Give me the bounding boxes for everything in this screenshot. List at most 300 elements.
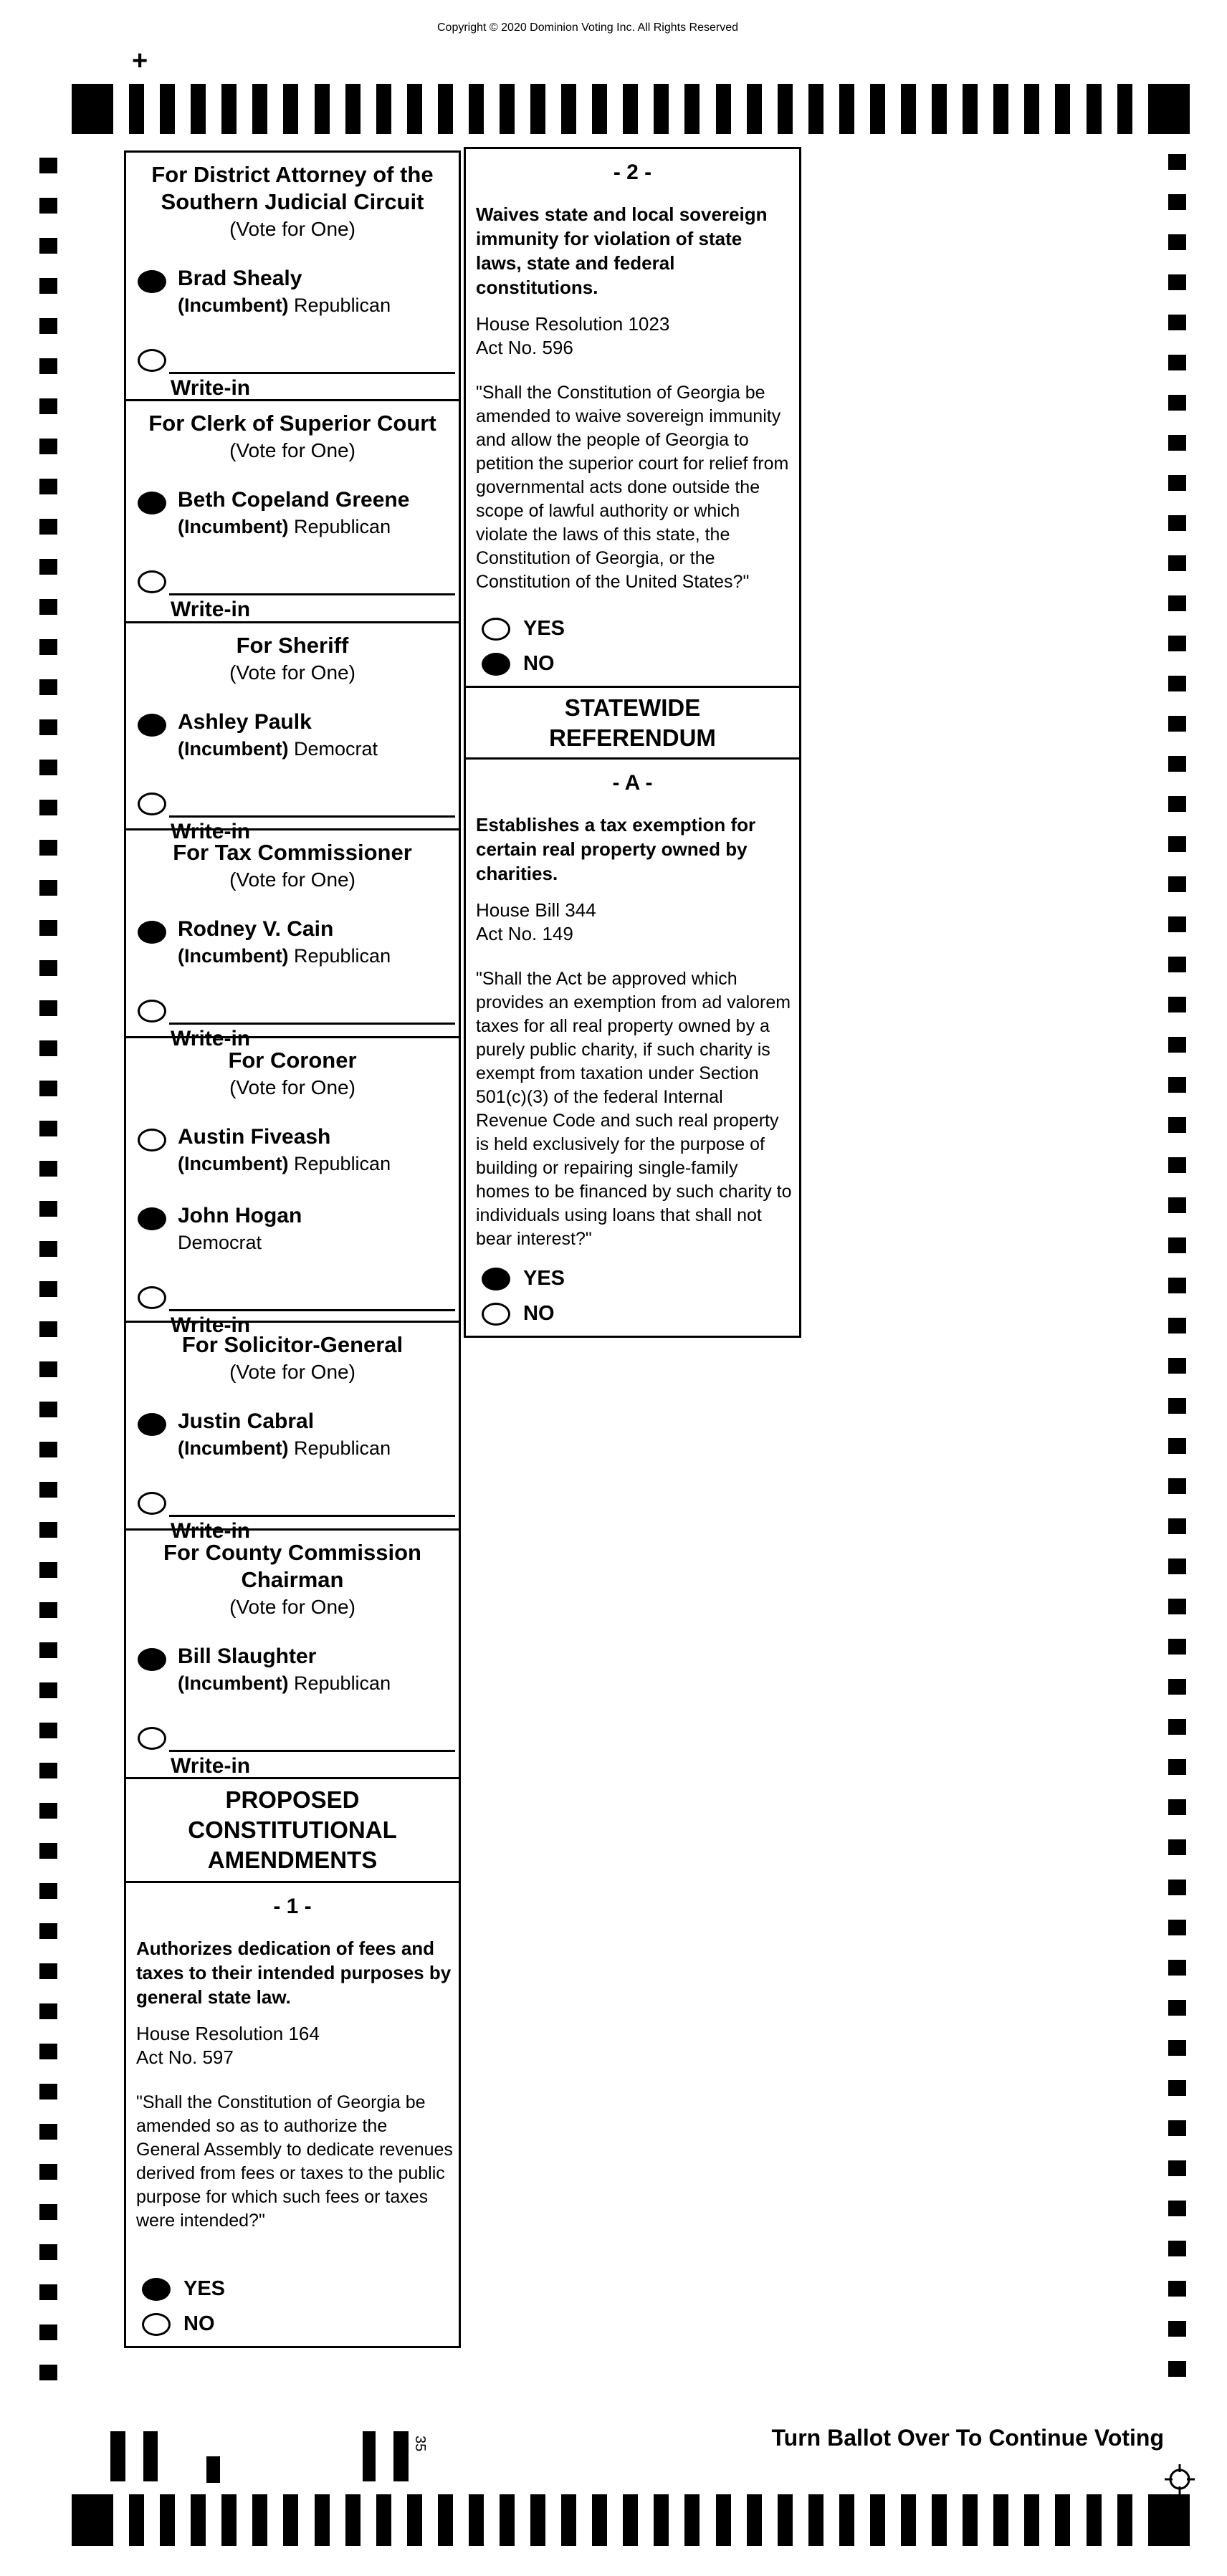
timing-mark [1148, 2494, 1190, 2546]
timing-mark [1168, 2160, 1186, 2176]
candidate-name: Justin Cabral [178, 1409, 315, 1433]
timing-mark [1168, 2201, 1186, 2216]
measure-a [464, 757, 801, 1338]
ballot-oval-empty[interactable] [138, 570, 166, 593]
timing-mark [1168, 515, 1186, 531]
timing-mark [1168, 2120, 1186, 2136]
timing-mark [376, 2494, 391, 2546]
measure-2 [464, 147, 801, 688]
ballot-oval-empty[interactable] [138, 1727, 166, 1750]
choice-no [466, 1302, 799, 1326]
section-header-text: AMENDMENTS [207, 1847, 378, 1873]
ballot-oval-filled[interactable] [138, 1413, 166, 1436]
timing-mark [684, 84, 700, 134]
timing-mark [39, 760, 57, 775]
candidate-name: John Hogan [178, 1204, 302, 1227]
timing-mark [1168, 1318, 1186, 1334]
timing-mark [1168, 194, 1186, 210]
timing-mark [39, 1442, 57, 1457]
contest-for-clerk-of-superior-court [124, 399, 461, 623]
measure-number: - A - [612, 771, 653, 795]
timing-mark [1168, 2241, 1186, 2256]
timing-mark [1168, 475, 1186, 491]
timing-mark [39, 1963, 57, 1979]
write-in-label: Write-in [171, 376, 251, 400]
timing-mark [1168, 1197, 1186, 1213]
timing-mark [870, 2494, 885, 2546]
candidate-name: Ashley Paulk [178, 710, 312, 734]
contest-for-sheriff [124, 621, 461, 843]
ballot-oval-filled[interactable] [482, 1268, 510, 1291]
choice-yes [466, 617, 799, 641]
contest-for-district-attorney-of-the [124, 150, 461, 401]
timing-mark [39, 1281, 57, 1297]
choice-no [466, 652, 799, 676]
candidate-party: (Incumbent) Republican [178, 295, 391, 316]
timing-mark [963, 84, 978, 134]
ballot-oval-empty[interactable] [138, 1000, 166, 1023]
timing-mark [1168, 1719, 1186, 1735]
timing-mark [39, 599, 57, 615]
barcode-bar [206, 2456, 220, 2483]
timing-mark [39, 1883, 57, 1899]
choice-label: YES [523, 1267, 565, 1290]
vote-for-one-label: (Vote for One) [229, 218, 355, 240]
timing-mark [39, 2284, 57, 2300]
blank-option [126, 1488, 459, 1515]
timing-mark [1168, 1398, 1186, 1414]
timing-mark [39, 439, 57, 454]
contest-title: For Sheriff [236, 633, 349, 658]
timing-mark [1168, 315, 1186, 330]
choice-no [126, 2312, 459, 2336]
timing-mark [963, 2494, 978, 2546]
vote-for-one-label: (Vote for One) [229, 868, 355, 891]
timing-mark [1087, 84, 1102, 134]
timing-mark [283, 84, 298, 134]
candidate-name: Beth Copeland Greene [178, 488, 410, 512]
blank-option [126, 1723, 459, 1750]
ballot-oval-empty[interactable] [138, 1286, 166, 1309]
measure-question: "Shall the Constitution of Georgia be amended so as to authorize the General Assembly to dedicate revenues derived from fees or taxes to the public purpose for which such fees or taxes were intended?" [136, 2092, 453, 2231]
timing-mark [39, 2365, 57, 2380]
timing-mark [1168, 636, 1186, 651]
timing-mark [747, 2494, 762, 2546]
timing-mark [500, 84, 515, 134]
blank-option [126, 567, 459, 593]
section-header-text: REFERENDUM [549, 724, 716, 751]
timing-mark [129, 2494, 144, 2546]
timing-mark [39, 1121, 57, 1136]
measure-question: "Shall the Constitution of Georgia be amended to waive sovereign immunity and allow the people of Georgia to petition the superior court for relief from governmental acts done outside the scope of lawful authority or which violate the laws of this state, the Constitution of Georgia, or the Constitution of the United States?" [476, 383, 789, 592]
candidate-text [178, 1125, 391, 1175]
timing-mark [191, 84, 206, 134]
timing-mark [191, 2494, 206, 2546]
measure-1 [124, 1881, 461, 2348]
timing-mark [438, 84, 453, 134]
timing-mark [39, 719, 57, 735]
ballot-oval-empty[interactable] [138, 1492, 166, 1515]
candidate-text [178, 1204, 302, 1254]
choice-label: NO [523, 652, 555, 675]
candidate-option [126, 917, 459, 967]
timing-mark [1168, 1639, 1186, 1655]
timing-mark [1055, 84, 1070, 134]
candidate-option [126, 710, 459, 760]
timing-mark [39, 519, 57, 535]
candidate-text [178, 1409, 391, 1460]
timing-mark [39, 960, 57, 976]
write-in-label: Write-in [171, 820, 251, 843]
timing-mark [1168, 796, 1186, 812]
timing-mark [39, 1321, 57, 1337]
blank-option [126, 345, 459, 372]
timing-mark [1024, 84, 1039, 134]
timing-mark [39, 278, 57, 294]
timing-mark [1168, 2040, 1186, 2056]
timing-mark [1168, 1358, 1186, 1374]
timing-mark [39, 198, 57, 214]
timing-mark [39, 1081, 57, 1096]
timing-mark [1168, 836, 1186, 852]
barcode-bar [393, 2431, 409, 2481]
timing-mark [1168, 435, 1186, 451]
section-header-text: PROPOSED [225, 1786, 360, 1813]
write-in-label: Write-in [171, 1027, 251, 1050]
candidate-party: (Incumbent) Democrat [178, 738, 378, 760]
vote-for-one-label: (Vote for One) [229, 661, 355, 684]
timing-mark [1168, 154, 1186, 170]
turn-ballot-over-text: Turn Ballot Over To Continue Voting [771, 2425, 1164, 2451]
contest-for-solicitor-general [124, 1321, 461, 1543]
timing-mark [1168, 1438, 1186, 1454]
ballot-oval-filled[interactable] [138, 1648, 166, 1671]
write-in-line[interactable] [169, 372, 455, 406]
timing-mark [1168, 676, 1186, 691]
timing-mark [39, 1682, 57, 1698]
candidate-name: Austin Fiveash [178, 1125, 331, 1149]
timing-mark [1168, 1880, 1186, 1895]
timing-mark [39, 840, 57, 856]
candidate-option [126, 1409, 459, 1460]
timing-mark [39, 2044, 57, 2059]
timing-mark [561, 2494, 576, 2546]
candidate-text [178, 267, 391, 317]
candidate-text [178, 917, 391, 967]
ballot-oval-empty[interactable] [142, 2313, 171, 2336]
timing-mark [160, 2494, 175, 2546]
contest-title: For Solicitor-General [181, 1332, 404, 1357]
timing-mark [1168, 595, 1186, 611]
timing-mark [1168, 274, 1186, 290]
timing-mark [1168, 1117, 1186, 1133]
timing-mark [407, 2494, 422, 2546]
timing-mark [39, 1000, 57, 1016]
timing-mark [39, 2124, 57, 2140]
timing-mark [469, 2494, 484, 2546]
ballot-oval-filled[interactable] [138, 492, 166, 514]
candidate-option [126, 1125, 459, 1175]
timing-mark [39, 1040, 57, 1056]
copyright-text: Copyright © 2020 Dominion Voting Inc. All Rights Reserved [436, 21, 738, 34]
contest-title: For Coroner [228, 1048, 357, 1073]
timing-mark [1117, 2494, 1132, 2546]
timing-mark [1168, 756, 1186, 772]
ballot-oval-empty[interactable] [482, 1303, 510, 1326]
measure-question: "Shall the Act be approved which provides an exemption from ad valorem taxes for all real property owned by a purely public charity, if such charity is exempt from taxation under Section 501(c)(3) of the federal Internal Revenue Code and such real property is held exclusively for the purpose of building or repairing single-family homes to be financed by such charity to individuals using loans that shall not bear interest?" [476, 969, 792, 1249]
measure-number: - 1 - [273, 1895, 312, 1918]
timing-mark [345, 84, 361, 134]
candidate-party: (Incumbent) Republican [178, 1153, 391, 1174]
timing-mark [283, 2494, 298, 2546]
timing-mark [315, 84, 330, 134]
timing-mark [530, 2494, 545, 2546]
timing-mark [39, 479, 57, 494]
timing-mark [993, 84, 1008, 134]
timing-mark [221, 2494, 237, 2546]
candidate-name: Rodney V. Cain [178, 917, 334, 941]
timing-mark [1168, 2321, 1186, 2337]
timing-mark [1168, 2080, 1186, 2096]
timing-mark [39, 2164, 57, 2180]
candidate-name: Brad Shealy [178, 267, 302, 290]
ballot-oval-filled[interactable] [138, 1207, 166, 1230]
timing-mark [1168, 716, 1186, 732]
timing-mark [438, 2494, 453, 2546]
timing-mark [1117, 84, 1132, 134]
contest-for-coroner [124, 1036, 461, 1337]
ballot-oval-filled[interactable] [482, 653, 510, 676]
timing-mark [1168, 1157, 1186, 1173]
timing-mark [39, 639, 57, 655]
section-header [464, 686, 801, 760]
timing-mark [39, 1161, 57, 1177]
timing-mark [808, 84, 823, 134]
timing-mark [469, 84, 484, 134]
timing-mark [932, 2494, 947, 2546]
ballot-column-right [464, 147, 801, 1338]
measure-choices [466, 1251, 799, 1336]
candidate-option [126, 1204, 459, 1254]
timing-mark [1168, 997, 1186, 1012]
candidate-party: (Incumbent) Republican [178, 945, 391, 967]
timing-mark [716, 84, 731, 134]
section-header-text: CONSTITUTIONAL [188, 1816, 397, 1843]
measure-reference: House Bill 344 Act No. 149 [476, 899, 596, 944]
section-header-text: STATEWIDE [564, 694, 701, 721]
timing-mark [160, 84, 175, 134]
vote-for-one-label: (Vote for One) [229, 439, 355, 461]
contest-for-county-commission [124, 1528, 461, 1779]
timing-mark [39, 2324, 57, 2340]
ballot-oval-empty[interactable] [138, 349, 166, 372]
timing-mark [39, 1241, 57, 1257]
contest-title: For Tax Commissioner [173, 840, 412, 865]
choice-yes [466, 1267, 799, 1291]
timing-mark [39, 398, 57, 414]
timing-mark [39, 1843, 57, 1859]
timing-mark [39, 1482, 57, 1498]
timing-mark [39, 880, 57, 896]
timing-mark [500, 2494, 515, 2546]
blank-option [126, 996, 459, 1023]
timing-mark [1168, 1759, 1186, 1775]
timing-mark [376, 84, 391, 134]
timing-mark [39, 1642, 57, 1658]
ballot-oval-empty[interactable] [138, 1129, 166, 1151]
timing-mark-row-bottom [72, 2494, 1190, 2546]
ballot-oval-filled[interactable] [138, 921, 166, 944]
timing-mark [530, 84, 545, 134]
choice-label: NO [523, 1302, 555, 1325]
ballot-oval-filled[interactable] [142, 2278, 171, 2301]
timing-mark [592, 2494, 607, 2546]
candidate-text [178, 1644, 391, 1695]
timing-mark [1168, 355, 1186, 370]
ballot-oval-empty[interactable] [138, 793, 166, 815]
choice-label: YES [183, 2277, 226, 2300]
timing-mark [1168, 1518, 1186, 1534]
timing-mark [39, 1361, 57, 1377]
barcode-label: 35 [412, 2436, 428, 2452]
timing-mark [993, 2494, 1008, 2546]
registration-plus-icon: + [132, 46, 148, 76]
candidate-text [178, 488, 409, 538]
timing-mark [1168, 1599, 1186, 1614]
timing-mark [39, 238, 57, 254]
measure-summary: Waives state and local sovereign immunity for violation of state laws, state and federal constitutions. [476, 204, 768, 298]
contest-title: For County Commission Chairman [163, 1540, 421, 1592]
measure-choices [126, 2261, 459, 2346]
timing-mark [39, 158, 57, 173]
measure-summary: Establishes a tax exemption for certain real property owned by charities. [476, 814, 756, 884]
timing-mark [129, 84, 144, 134]
timing-mark [1024, 2494, 1039, 2546]
timing-mark [1168, 1478, 1186, 1494]
timing-mark [252, 84, 267, 134]
ballot-oval-filled[interactable] [138, 714, 166, 737]
candidate-name: Bill Slaughter [178, 1644, 317, 1668]
write-in-line[interactable] [169, 593, 455, 628]
timing-mark [684, 2494, 700, 2546]
section-header [124, 1777, 461, 1883]
timing-mark-row-top [72, 84, 1190, 134]
timing-mark [39, 2003, 57, 2019]
timing-mark [747, 84, 762, 134]
ballot-column-left [124, 150, 461, 2348]
candidate-option [126, 267, 459, 317]
timing-mark [1168, 1278, 1186, 1293]
timing-mark [221, 84, 237, 134]
blank-option [126, 1283, 459, 1309]
timing-mark [1148, 84, 1190, 134]
timing-mark [39, 679, 57, 695]
timing-mark [808, 2494, 823, 2546]
timing-mark [1168, 1558, 1186, 1574]
timing-mark [1168, 1799, 1186, 1815]
ballot-oval-filled[interactable] [138, 270, 166, 293]
timing-mark [1055, 2494, 1070, 2546]
measure-summary: Authorizes dedication of fees and taxes to their intended purposes by general state law. [136, 1938, 452, 2008]
write-in-label: Write-in [171, 1754, 251, 1778]
timing-mark [39, 358, 57, 374]
candidate-text [178, 710, 378, 760]
timing-mark [315, 2494, 330, 2546]
timing-mark [252, 2494, 267, 2546]
timing-mark [39, 2244, 57, 2260]
timing-mark [901, 2494, 916, 2546]
timing-mark [72, 2494, 113, 2546]
timing-mark [72, 84, 113, 134]
timing-mark [654, 2494, 669, 2546]
timing-mark [716, 2494, 731, 2546]
timing-mark [39, 1201, 57, 1217]
measure-reference: House Resolution 164 Act No. 597 [136, 2023, 320, 2068]
timing-mark [839, 84, 854, 134]
candidate-party: (Incumbent) Republican [178, 1437, 391, 1459]
timing-mark [1168, 2000, 1186, 2016]
measure-reference: House Resolution 1023 Act No. 596 [476, 313, 670, 358]
candidate-option [126, 488, 459, 538]
timing-mark [39, 1923, 57, 1939]
registration-crosshair-icon [1162, 2462, 1197, 2496]
timing-mark [39, 318, 57, 334]
timing-mark [1168, 1679, 1186, 1695]
timing-mark [870, 84, 885, 134]
timing-mark [39, 559, 57, 575]
timing-mark [778, 2494, 793, 2546]
timing-mark [1087, 2494, 1102, 2546]
vote-for-one-label: (Vote for One) [229, 1596, 355, 1618]
timing-mark [39, 1803, 57, 1819]
barcode-bar [363, 2431, 376, 2481]
candidate-party: Democrat [178, 1232, 262, 1253]
timing-mark [623, 84, 638, 134]
choice-label: NO [183, 2312, 215, 2335]
barcode-bar [143, 2431, 158, 2481]
timing-mark [1168, 1037, 1186, 1053]
timing-mark [407, 84, 422, 134]
blank-option [126, 789, 459, 815]
timing-mark [932, 84, 947, 134]
timing-mark [1168, 395, 1186, 411]
contest-for-tax-commissioner [124, 828, 461, 1050]
timing-mark [39, 1602, 57, 1618]
timing-mark [39, 2084, 57, 2099]
timing-mark [1168, 957, 1186, 972]
timing-mark [1168, 234, 1186, 250]
write-in-label: Write-in [171, 1519, 251, 1543]
timing-mark [1168, 1960, 1186, 1976]
timing-mark [1168, 1237, 1186, 1253]
ballot-oval-empty[interactable] [482, 618, 510, 641]
barcode-bar [110, 2431, 125, 2481]
write-in-label: Write-in [171, 598, 251, 621]
timing-mark [1168, 2361, 1186, 2377]
timing-mark [39, 920, 57, 936]
timing-mark [39, 800, 57, 815]
timing-mark [1168, 2281, 1186, 2297]
timing-mark [1168, 1077, 1186, 1093]
choice-yes [126, 2277, 459, 2301]
timing-mark [1168, 1839, 1186, 1855]
measure-choices [466, 601, 799, 686]
timing-mark [623, 2494, 638, 2546]
timing-mark [39, 1723, 57, 1738]
write-in-line[interactable] [169, 1750, 455, 1784]
timing-mark [1168, 916, 1186, 932]
candidate-option [126, 1644, 459, 1695]
